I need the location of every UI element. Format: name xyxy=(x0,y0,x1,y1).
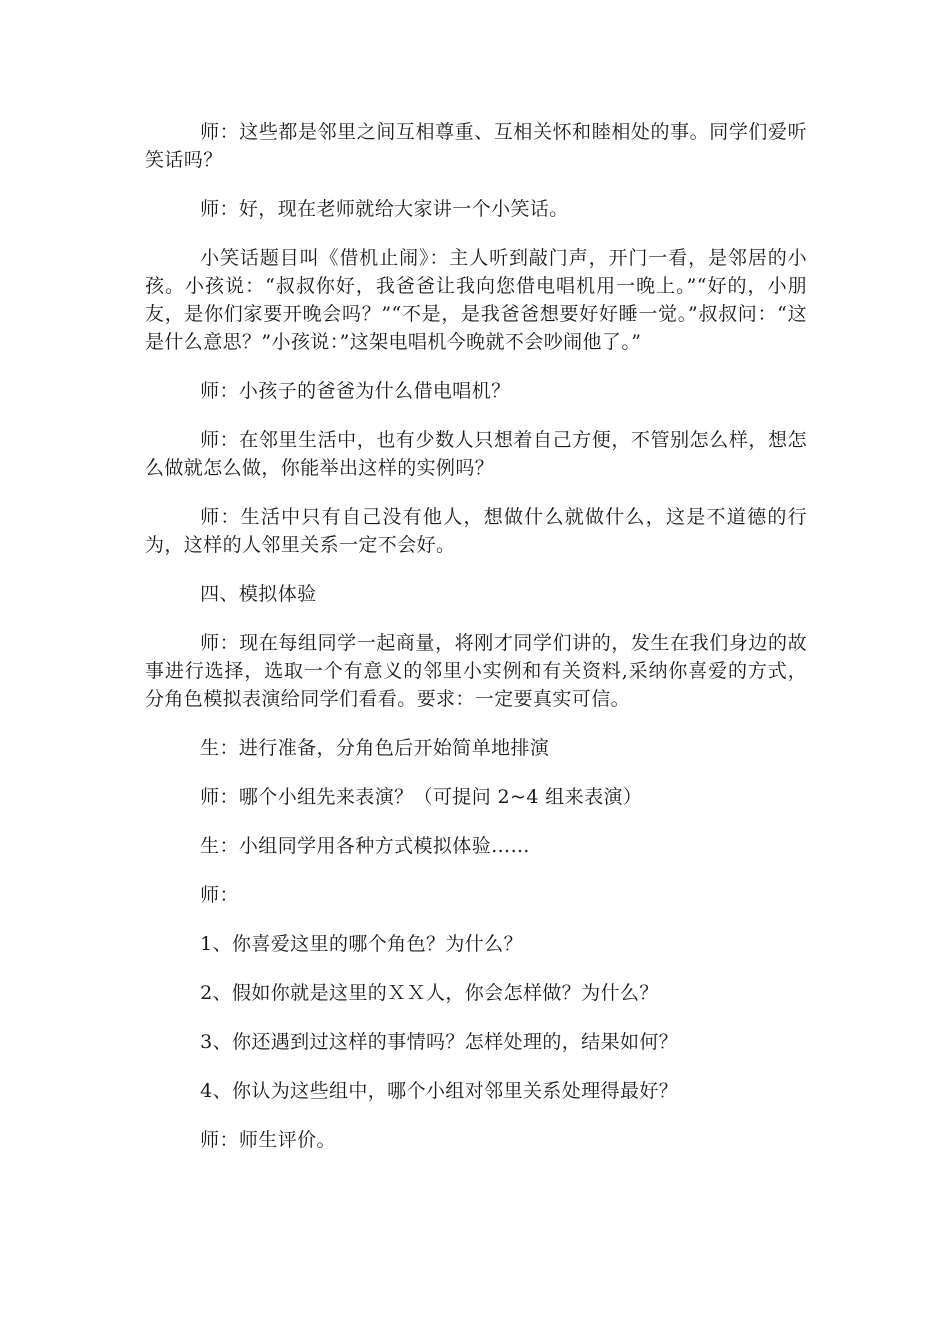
paragraph-10: 生：小组同学用各种方式模拟体验…… xyxy=(200,835,530,857)
paragraph-8: 生：进行准备，分角色后开始简单地排演 xyxy=(200,737,550,759)
section-heading: 四、模拟体验 xyxy=(200,583,317,605)
paragraph-9: 师：哪个小组先来表演？（可提问 2~4 组来表演） xyxy=(200,786,643,808)
question-3: 3、你还遇到过这样的事情吗？怎样处理的，结果如何？ xyxy=(200,1031,679,1053)
paragraph-7: 师：现在每组同学一起商量，将刚才同学们讲的，发生在我们身边的故事进行选择，选取一个有意义的邻里小实例和有关资料,采纳你喜爱的方式，分角色模拟表演给同学们看看。要求：一定要真实可信。 xyxy=(145,632,807,710)
paragraph-2: 师：好，现在老师就给大家讲一个小笑话。 xyxy=(200,198,569,220)
paragraph-3: 小笑话题目叫《借机止闹》：主人听到敲门声，开门一看，是邻居的小孩。小孩说：“叔叔你好，我爸爸让我向您借电唱机用一晚上。”“好的，小朋友，是你们家要开晚会吗？”“不是，是我爸爸想要好好睡一觉。”叔叔问：“这是什么意思？”小孩说：”这架电唱机今晚就不会吵闹他了。” xyxy=(145,247,807,353)
paragraph-4: 师：小孩子的爸爸为什么借电唱机？ xyxy=(200,380,511,402)
paragraph-11: 师： xyxy=(200,884,239,906)
paragraph-1: 师：这些都是邻里之间互相尊重、互相关怀和睦相处的事。同学们爱听笑话吗？ xyxy=(145,121,807,171)
question-2: 2、假如你就是这里的ＸＸ人，你会怎样做？为什么？ xyxy=(200,982,659,1004)
paragraph-12: 师：师生评价。 xyxy=(200,1129,336,1151)
question-1: 1、你喜爱这里的哪个角色？为什么？ xyxy=(200,933,523,955)
paragraph-6: 师：生活中只有自己没有他人，想做什么就做什么，这是不道德的行为，这样的人邻里关系一定不会好。 xyxy=(145,506,807,556)
document-body xyxy=(145,118,807,1175)
question-4: 4、你认为这些组中，哪个小组对邻里关系处理得最好？ xyxy=(200,1080,679,1102)
paragraph-5: 师：在邻里生活中，也有少数人只想着自己方便，不管别怎么样，想怎么做就怎么做，你能举出这样的实例吗？ xyxy=(145,429,807,479)
